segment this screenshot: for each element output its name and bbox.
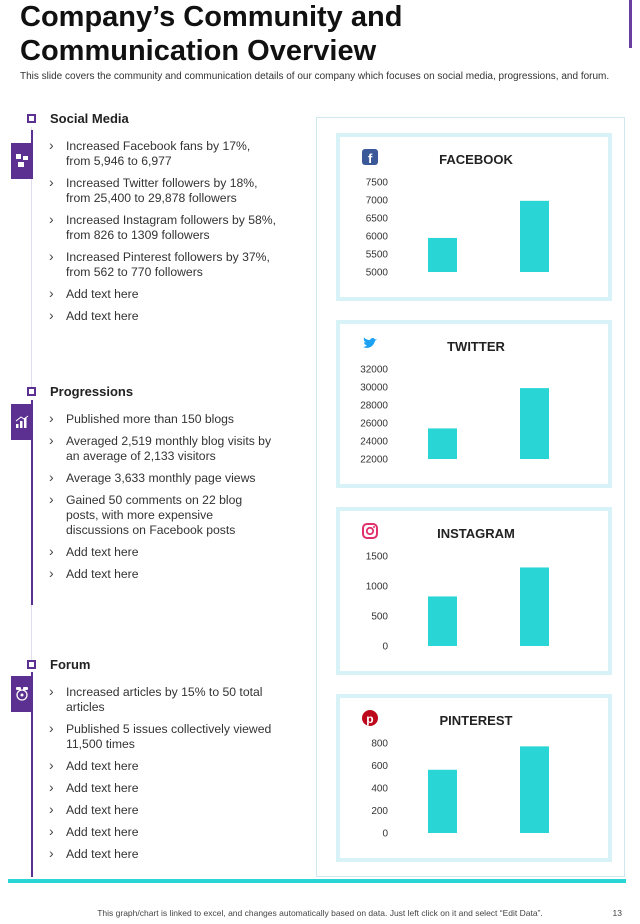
- list-item: › Published more than 150 blogs: [48, 412, 278, 427]
- y-tick-label: 7500: [365, 177, 388, 189]
- page-subtitle: This slide covers the community and communication details of our company which focuses on social media, progressions, and forum.: [20, 71, 610, 82]
- y-tick-label: 0: [382, 641, 388, 653]
- forum-chat-icon: [11, 676, 33, 712]
- y-tick-label: 24000: [360, 436, 388, 448]
- y-tick-label: 28000: [360, 400, 388, 412]
- twitter-bar-chart: [340, 324, 608, 484]
- chart-title: INSTAGRAM: [437, 526, 515, 541]
- page-number: 13: [612, 908, 622, 918]
- y-tick-label: 7000: [365, 195, 388, 207]
- y-tick-label: 1500: [365, 551, 388, 563]
- instagram-icon: [363, 524, 377, 538]
- list-item: › Averaged 2,519 monthly blog visits by an average of 2,133 visitors: [48, 434, 278, 464]
- y-tick-label: 30000: [360, 382, 388, 394]
- pinterest-icon: [362, 710, 378, 726]
- svg-text:f: f: [368, 151, 373, 166]
- chart-title: TWITTER: [447, 339, 505, 354]
- y-tick-label: 26000: [360, 418, 388, 430]
- y-tick-label: 200: [371, 806, 388, 817]
- page-title: [20, 0, 620, 68]
- svg-text:p: p: [366, 712, 374, 726]
- timeline-marker: [27, 660, 36, 669]
- y-tick-label: 1000: [365, 581, 388, 593]
- progressions-list: [48, 412, 278, 589]
- bar: [428, 428, 457, 459]
- bar: [520, 201, 549, 272]
- facebook-bar-chart: [340, 137, 608, 297]
- bar: [428, 596, 457, 646]
- section-title-progressions: Progressions: [50, 384, 134, 399]
- growth-chart-icon: [11, 404, 33, 440]
- y-tick-label: 6500: [365, 213, 388, 225]
- section-title-social-media: Social Media: [50, 111, 129, 126]
- bar: [520, 388, 549, 459]
- list-item: › Published 5 issues collectively viewed 11,500 times: [48, 722, 278, 752]
- chart-title: FACEBOOK: [439, 152, 513, 167]
- chart-title: PINTEREST: [439, 713, 513, 728]
- list-item: › Increased Facebook fans by 17%, from 5,946 to 6,977: [48, 139, 278, 169]
- pinterest-bar-chart: [340, 698, 608, 858]
- page-title-line-2: Communication Overview: [20, 35, 377, 67]
- timeline-line: [31, 178, 32, 390]
- section-title-forum: Forum: [50, 657, 91, 672]
- page-title-line-1: Company’s Community and: [20, 1, 403, 33]
- instagram-chart-card: [336, 507, 612, 675]
- footer-note: This graph/chart is linked to excel, and changes automatically based on data. Just left click on it and select “Edit Data”.: [97, 908, 543, 918]
- facebook-chart-card: [336, 133, 612, 301]
- bar: [428, 238, 457, 272]
- title-accent-bar: [629, 0, 632, 48]
- list-item: › Average 3,633 monthly page views: [48, 471, 278, 486]
- bottom-divider: [8, 879, 626, 883]
- facebook-icon: [362, 149, 378, 166]
- list-item: › Add text here: [48, 309, 278, 324]
- list-item: › Increased Instagram followers by 58%, from 826 to 1309 followers: [48, 213, 278, 243]
- list-item: › Add text here: [48, 781, 278, 796]
- y-tick-label: 5000: [365, 267, 388, 279]
- y-tick-label: 22000: [360, 454, 388, 466]
- list-item: › Add text here: [48, 567, 278, 582]
- social-media-icon: [11, 143, 33, 179]
- list-item: › Add text here: [48, 847, 278, 862]
- list-item: › Increased articles by 15% to 50 total articles: [48, 685, 278, 715]
- y-tick-label: 6000: [365, 231, 388, 243]
- list-item: › Add text here: [48, 803, 278, 818]
- timeline-marker: [27, 387, 36, 396]
- twitter-icon: [363, 338, 377, 348]
- social-media-list: [48, 139, 278, 331]
- bar: [428, 770, 457, 833]
- bar: [520, 746, 549, 833]
- list-item: › Increased Pinterest followers by 37%, from 562 to 770 followers: [48, 250, 278, 280]
- y-tick-label: 600: [371, 761, 388, 772]
- y-tick-label: 32000: [360, 364, 388, 376]
- y-tick-label: 800: [371, 738, 388, 750]
- y-tick-label: 500: [371, 611, 388, 623]
- timeline-line: [31, 605, 32, 663]
- list-item: › Gained 50 comments on 22 blog posts, with more expensive discussions on Facebook posts: [48, 493, 278, 538]
- list-item: › Add text here: [48, 759, 278, 774]
- timeline-marker: [27, 114, 36, 123]
- instagram-bar-chart: [340, 511, 608, 671]
- bar: [520, 567, 549, 646]
- forum-list: [48, 685, 278, 869]
- list-item: › Add text here: [48, 825, 278, 840]
- twitter-chart-card: [336, 320, 612, 488]
- pinterest-chart-card: [336, 694, 612, 862]
- list-item: › Increased Twitter followers by 18%, from 25,400 to 29,878 followers: [48, 176, 278, 206]
- y-tick-label: 5500: [365, 249, 388, 261]
- list-item: › Add text here: [48, 287, 278, 302]
- list-item: › Add text here: [48, 545, 278, 560]
- y-tick-label: 0: [382, 828, 388, 840]
- y-tick-label: 400: [371, 783, 388, 795]
